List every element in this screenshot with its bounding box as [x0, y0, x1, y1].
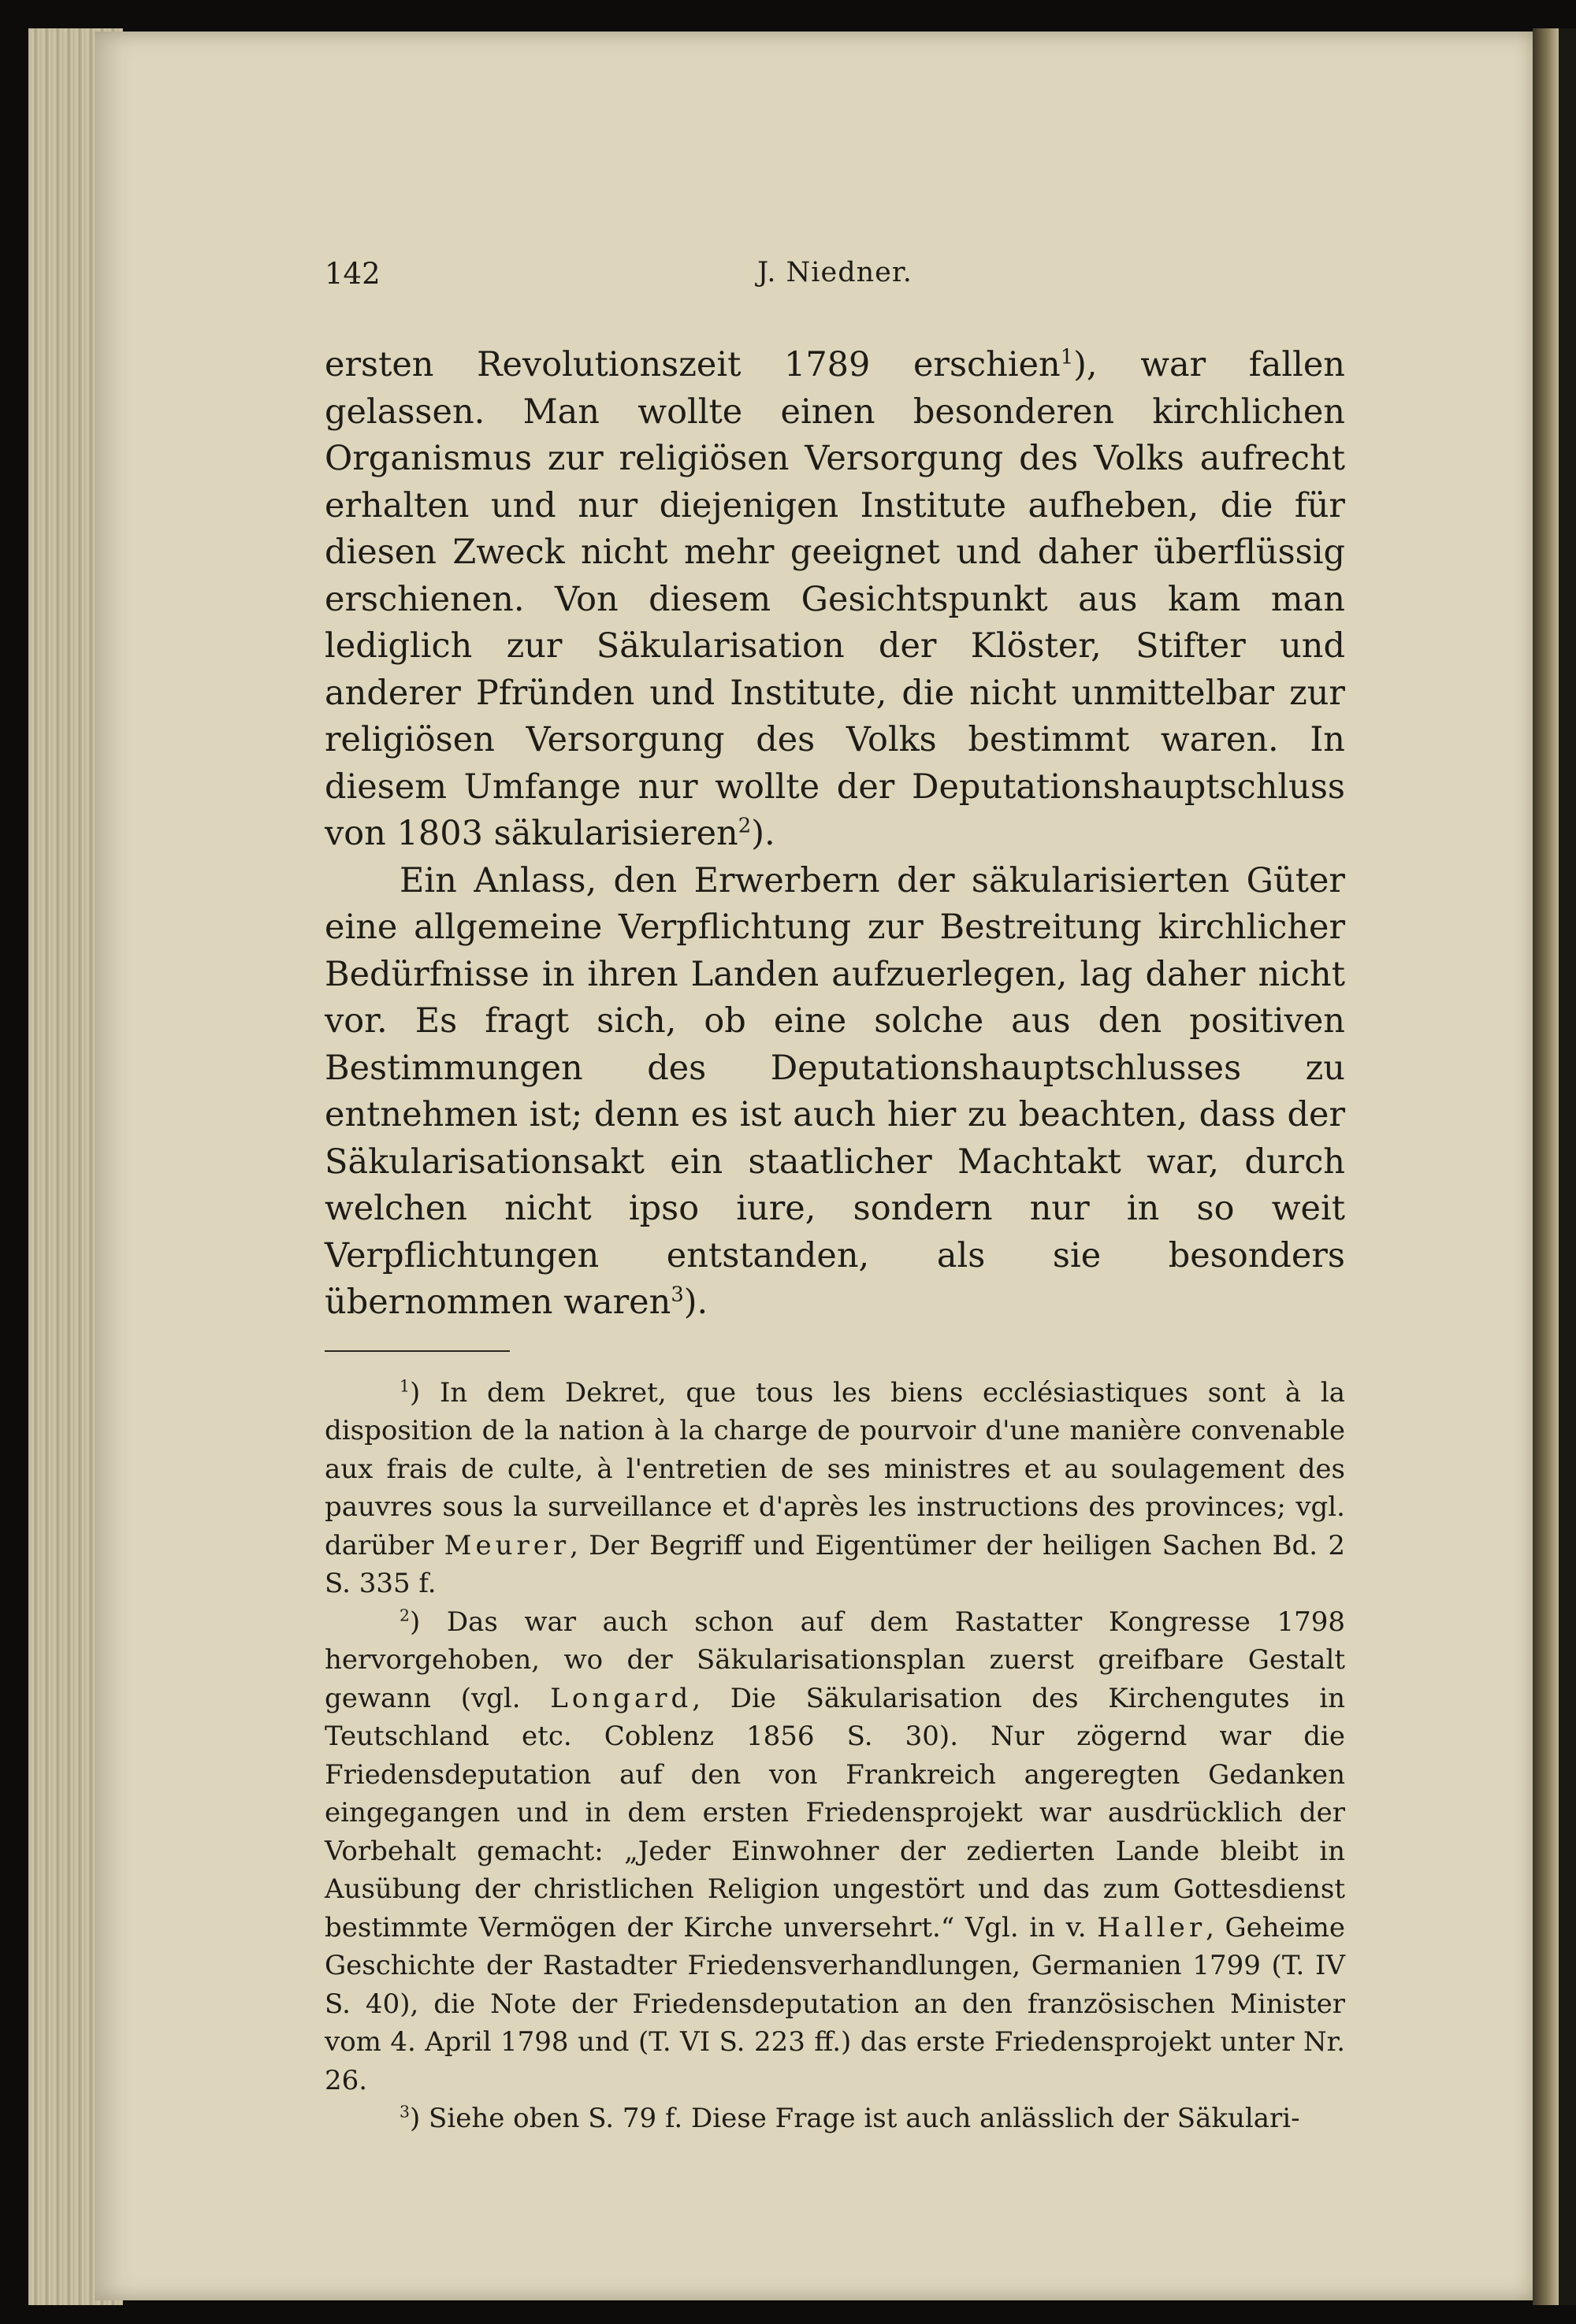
footnote-2: [325, 1603, 1345, 2100]
footnote-2-text: ) Das war auch schon auf dem Rastatter Kongresse 1798 hervorgehoben, wo der Säkularisationsplan zuerst greifbare Gestalt gewann (vgl.: [325, 1606, 1345, 1714]
footnote-2-text-end: , Geheime Geschichte der Rastadter Friedensverhandlungen, Germanien 1799 (T. IV S. 40), die Note der Friedensdeputation an den französischen Minister vom 4. April 1798 und (T. VI S. 223 ff.) das erste Friedensprojekt unter Nr. 26.: [325, 1911, 1345, 2096]
paragraph-2: [325, 858, 1345, 1327]
footnote-ref-1: 1: [1060, 345, 1074, 369]
paragraph-1-end: ).: [751, 814, 775, 853]
page-number: 142: [325, 257, 381, 291]
footnote-2-author-1: Longard: [550, 1682, 693, 1714]
paragraph-2-text: Ein Anlass, den Erwerbern der säkularisierten Güter eine allgemeine Verpflichtung zur Bestreitung kirchlicher Bedürfnisse in ihren Landen aufzuerlegen, lag daher nicht vor. Es fragt sich, ob eine solche aus den positiven Bestimmungen des Deputationshauptschlusses zu entnehmen ist; denn es ist auch hier zu beachten, dass der Säkularisationsakt ein staatlicher Machtakt war, durch welchen nicht ipso iure, sondern nur in so weit Verpflichtungen entstanden, als sie besonders übernommen waren: [325, 860, 1345, 1322]
footnote-rule: [325, 1350, 510, 1352]
footnote-2-author-2: Haller: [1097, 1911, 1206, 1943]
paragraph-1-text: ersten Revolutionszeit 1789 erschien: [325, 345, 1061, 384]
footnote-1-mark: 1: [400, 1376, 410, 1396]
paragraph-2-end: ).: [683, 1283, 708, 1322]
body-text: [325, 342, 1345, 1327]
footnote-3-text: ) Siehe oben S. 79 f. Diese Frage ist auch anlässlich der Säkulari-: [409, 2103, 1300, 2134]
footnote-1-author: Meurer: [444, 1529, 571, 1561]
footnote-1-text-cont: , Der Begriff und Eigentümer der heiligen Sachen Bd. 2 S. 335 f.: [325, 1529, 1345, 1599]
footnote-ref-2: 2: [738, 814, 752, 838]
book-spine-shadow: [1559, 28, 1576, 2305]
page-header: [325, 257, 1345, 304]
paragraph-1: [325, 342, 1345, 858]
footnote-2-text-cont: , Die Säkularisation des Kirchengutes in Teutschland etc. Coblenz 1856 S. 30). Nur zögernd war die Friedensdeputation auf den von Frankreich angeregten Gedanken eingegangen und in dem ersten Friedensprojekt war ausdrücklich der Vorbehalt gemacht: „Jeder Einwohner der zedierten Lande bleibt in Ausübung der christlichen Religion ungestört und das zum Gottesdienst bestimmte Vermögen der Kirche unversehrt.“ Vgl. in v.: [325, 1682, 1345, 1943]
footnote-ref-3: 3: [671, 1283, 684, 1307]
footnote-3-mark: 3: [400, 2102, 410, 2122]
footnote-2-mark: 2: [400, 1606, 410, 1625]
running-head: J. Niedner.: [757, 257, 913, 288]
footnote-1-text: ) In dem Dekret, que tous les biens ecclésiastiques sont à la disposition de la nation à la charge de pourvoir d'une manière convenable aux frais de culte, à l'entretien de ses ministres et au soulagement des pauvres sous la surveillance et d'après les instructions des provinces; vgl. darüber: [325, 1376, 1345, 1561]
footnote-3: [325, 2099, 1345, 2138]
page-text-block: [325, 257, 1345, 2138]
footnote-1: [325, 1374, 1345, 1603]
paragraph-1-text-cont: ), war fallen gelassen. Man wollte einen besonderen kirchlichen Organismus zur religiösen Versorgung des Volks aufrecht erhalten und nur diejenigen Institute aufheben, die für diesen Zweck nicht mehr geeignet und daher überflüssig erschienen. Von diesem Gesichtspunkt aus kam man lediglich zur Säkularisation der Klöster, Stifter und anderer Pfründen und Institute, die nicht unmittelbar zur religiösen Versorgung des Volks bestimmt waren. In diesem Umfange nur wollte der Deputationshauptschluss von 1803 säkularisieren: [325, 345, 1345, 853]
footnotes: [325, 1374, 1345, 2138]
